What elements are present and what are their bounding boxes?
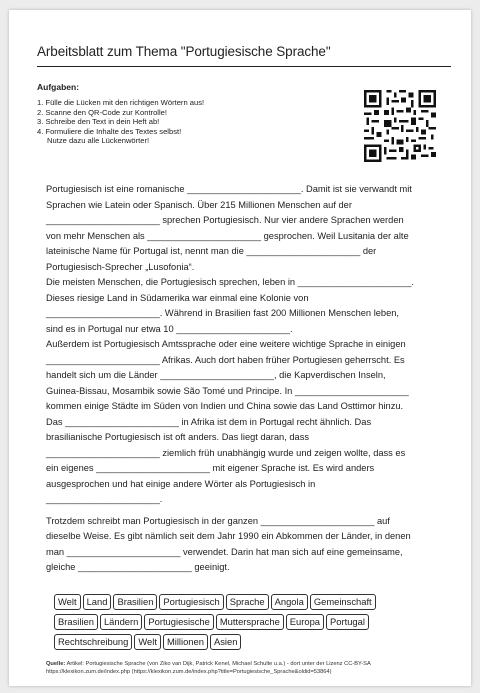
task-list — [37, 98, 337, 146]
text-line: lateinische Name für Portugal ist, nennt man die ______________________ der — [46, 246, 377, 256]
word-chip[interactable]: Land — [83, 594, 112, 610]
text-line: gleiche ______________________ geeinigt. — [46, 562, 230, 572]
source-line-2[interactable]: https://klexikon.zum.de/index.php (https://klexikon.zum.de/index.php?title=Portugiesische_Sprache&oldid=53864) — [46, 669, 332, 675]
source-label: Quelle: — [46, 661, 66, 667]
word-bank-row — [54, 634, 449, 650]
word-bank-row — [54, 614, 449, 630]
text-line: ausgesprochen und hat einige andere Wörter als Portugiesisch in — [46, 478, 316, 489]
text-line: kommen einige Städte im Süden von Indien und China sowie das Land Osttimor hinzu. — [46, 401, 404, 411]
text-line: Guinea-Bissau, Mosambik sowie São Tomé und Principe. In ______________________ — [46, 385, 409, 396]
task-item: 3. Schreibe den Text in dein Heft ab! — [37, 117, 160, 127]
text-line: von mehr Menschen als ______________________ gesprochen. Weil Lusitania der alte — [46, 230, 409, 241]
text-line: Portugiesisch ist eine romanische ______________________. Damit ist sie verwandt mit — [46, 184, 412, 194]
text-line: sind es in Portugal nur etwa 10 ______________________. — [46, 323, 293, 334]
worksheet-page — [9, 10, 471, 686]
text-line: man ______________________ verwendet. Darin hat man sich auf eine gemeinsame, — [46, 546, 403, 557]
word-chip[interactable]: Portugal — [326, 614, 369, 630]
word-chip[interactable]: Muttersprache — [216, 614, 284, 630]
word-chip[interactable]: Gemeinschaft — [310, 594, 376, 610]
title-divider — [37, 66, 451, 67]
cloze-text — [46, 182, 446, 576]
word-chip[interactable]: Ländern — [100, 614, 142, 630]
word-chip[interactable]: Sprache — [226, 594, 269, 610]
word-chip[interactable]: Welt — [54, 594, 81, 610]
word-chip[interactable]: Brasilien — [54, 614, 98, 630]
word-chip[interactable]: Rechtschreibung — [54, 634, 132, 650]
text-line: ______________________ Afrikas. Auch dort haben früher Portugiesen geherrscht. Es — [46, 354, 405, 365]
text-line: Trotzdem schreibt man Portugiesisch in der ganzen ______________________ auf — [46, 515, 390, 526]
task-item: 2. Scanne den QR-Code zur Kontrolle! — [37, 107, 168, 117]
task-item: 4. Formuliere die Inhalte des Textes selbst! — [37, 126, 182, 136]
text-line: ______________________ ziemlich früh unabhängig wurde und zeigen wollte, dass es — [46, 447, 406, 458]
text-line: brasilianische Portugiesisch ist oft anders. Das liegt daran, dass — [46, 432, 310, 442]
task-item-continuation: Nutze dazu alle Lückenwörter! — [47, 136, 150, 146]
text-line: Außerdem ist Portugiesisch Amtssprache oder eine weitere wichtige Sprache in einigen — [46, 339, 406, 349]
task-item: 1. Fülle die Lücken mit den richtigen Wörtern aus! — [37, 98, 205, 107]
word-chip[interactable]: Asien — [210, 634, 241, 650]
word-chip[interactable]: Millionen — [163, 634, 208, 650]
text-line: ______________________. Während in Brasilien fast 200 Millionen Menschen leben, — [46, 308, 400, 318]
source-line-1 — [46, 660, 466, 668]
word-chip[interactable]: Portugiesisch — [159, 594, 223, 610]
text-line: Sprachen wie Latein oder Spanisch. Über 215 Millionen Menschen auf der — [46, 199, 352, 210]
word-chip[interactable]: Europa — [286, 614, 324, 630]
word-chip[interactable]: Portugiesische — [144, 614, 214, 630]
source-text: Artikel: Portugiesische Sprache (von Ziko van Dijk, Patrick Kenel, Michael Schulte u.a.) - dort unter der Lizenz CC-BY-SA — [66, 661, 371, 667]
qr-code-icon[interactable] — [364, 90, 436, 162]
text-line: Das ______________________ in Afrika ist dem in Portugal recht ähnlich. Das — [46, 416, 372, 427]
text-line: Die meisten Menschen, die Portugiesisch sprechen, leben in ______________________. — [46, 277, 415, 287]
text-line: handelt sich um die Länder ______________________, die Kapverdischen Inseln, — [46, 370, 386, 380]
text-line: ______________________. — [46, 494, 163, 504]
word-chip[interactable]: Welt — [134, 634, 161, 650]
text-line: Dieses riesige Land in Südamerika war einmal eine Kolonie von — [46, 292, 309, 303]
text-line: ______________________ sprechen Portugiesisch. Nur vier andere Sprachen werden — [46, 215, 404, 225]
word-bank-row — [54, 594, 449, 610]
text-line: Portugiesisch-Sprecher „Lusofonia“. — [46, 261, 195, 272]
text-line: dieselbe Weise. Es gibt nämlich seit dem Jahr 1990 ein Abkommen der Länder, in denen — [46, 531, 411, 541]
word-chip[interactable]: Angola — [271, 594, 308, 610]
word-chip[interactable]: Brasilien — [113, 594, 157, 610]
source-citation — [46, 660, 466, 676]
tasks-heading: Aufgaben: — [37, 82, 80, 92]
word-bank — [54, 594, 449, 654]
text-line: ein eigenes ______________________ mit eigener Sprache ist. Es wird anders — [46, 463, 375, 473]
page-title: Arbeitsblatt zum Thema "Portugiesische Sprache" — [37, 44, 331, 59]
